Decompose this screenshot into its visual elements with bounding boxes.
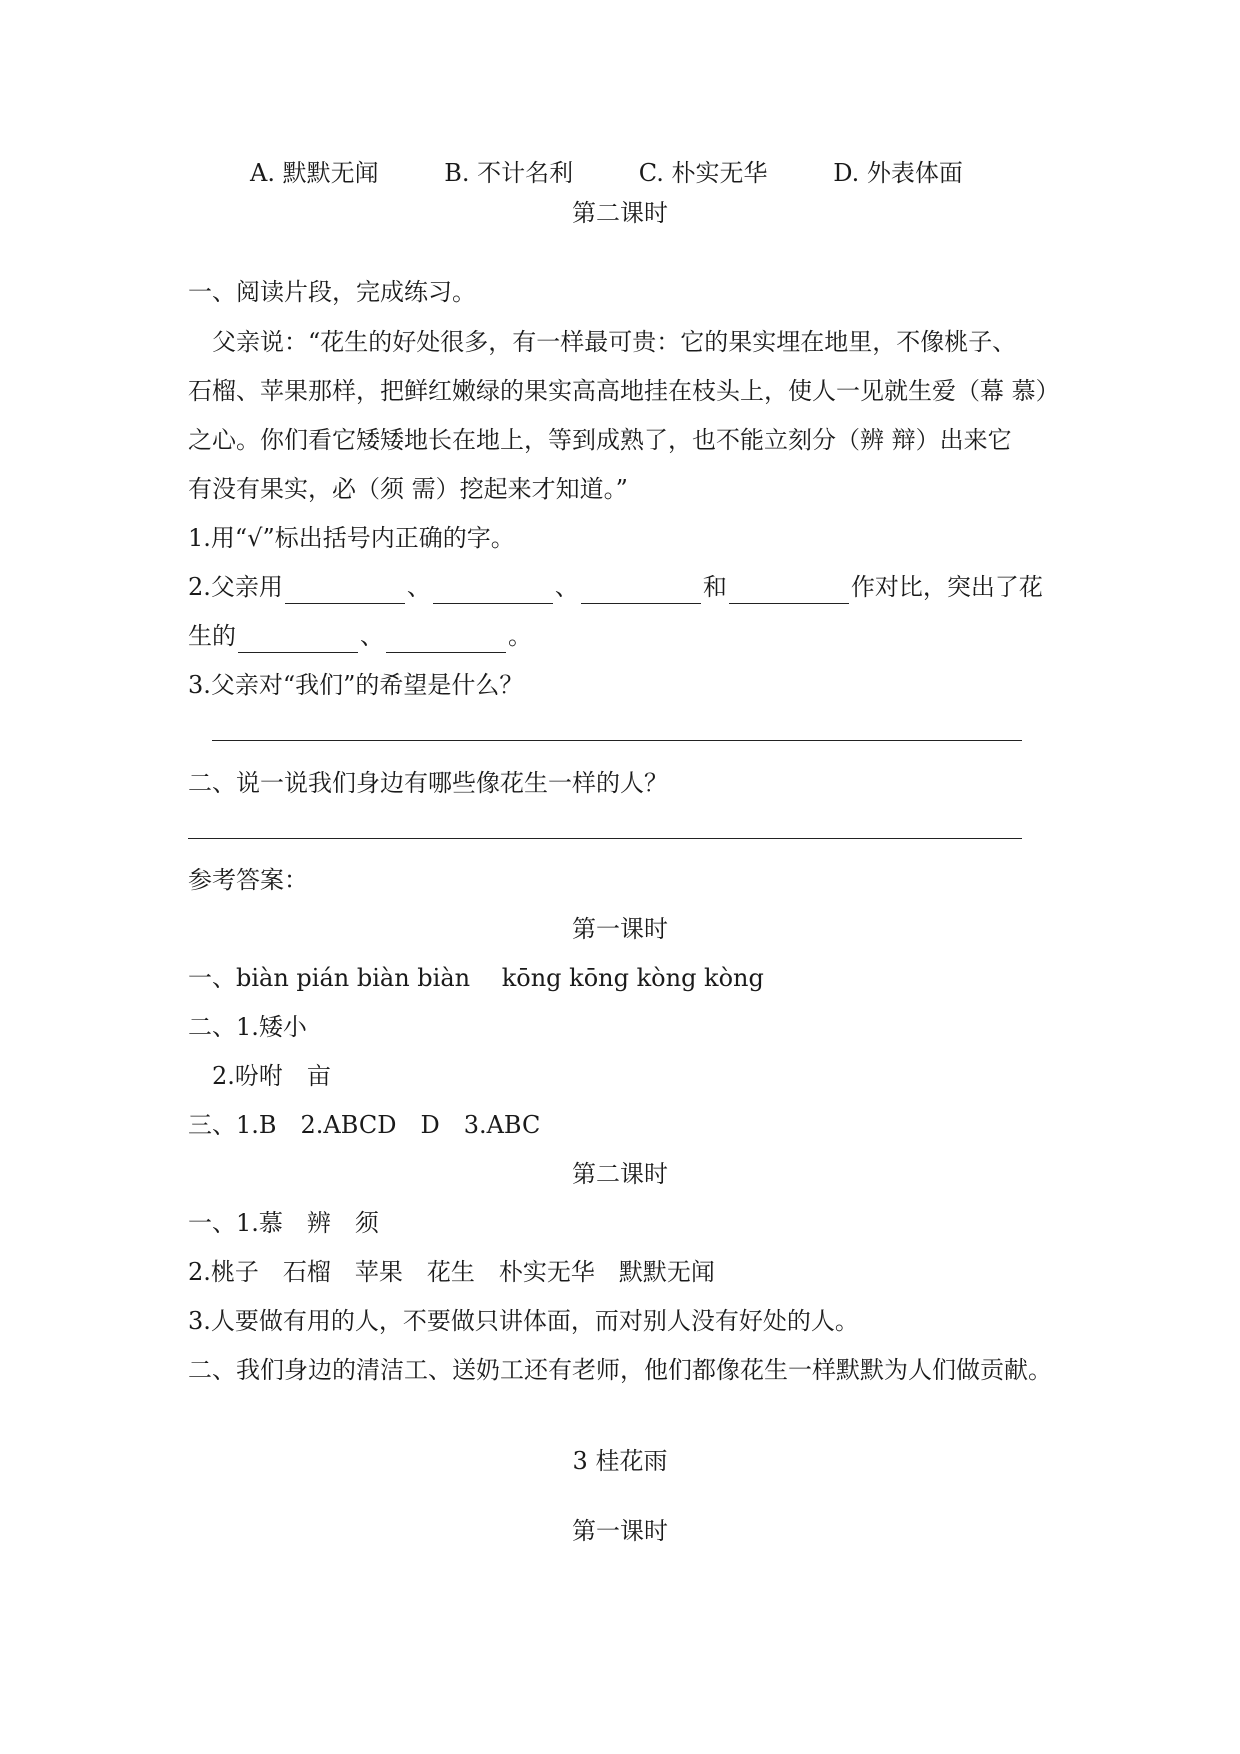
next-lesson-title: 3 桂花雨 <box>572 1447 668 1475</box>
choice-d: D. 外表体面 <box>833 159 963 187</box>
fill-blank[interactable] <box>581 577 701 604</box>
choice-c: C. 朴实无华 <box>638 159 768 187</box>
question-1: 1.用“√”标出括号内正确的字。 <box>188 524 515 552</box>
answers-lesson2-title: 第二课时 <box>572 1160 668 1188</box>
answer-l1-1: 一、biàn pián biàn biàn kōng kōng kòng kòng <box>188 964 764 992</box>
next-lesson-subtitle: 第一课时 <box>572 1517 668 1545</box>
answer-l2-3: 3.人要做有用的人，不要做只讲体面，而对别人没有好处的人。 <box>188 1307 859 1335</box>
answer-line[interactable] <box>212 740 1022 741</box>
answers-lesson1-title: 第一课时 <box>572 915 668 943</box>
fill-blank[interactable] <box>238 626 358 653</box>
passage-line-4: 有没有果实，必（须 需）挖起来才知道。” <box>188 475 628 503</box>
q2-sep: 、 <box>406 573 431 601</box>
fill-blank[interactable] <box>285 577 405 604</box>
passage-line-1: 父亲说：“花生的好处很多，有一样最可贵：它的果实埋在地里，不像桃子、 <box>188 328 1017 356</box>
q2-prefix: 2.父亲用 <box>188 573 283 601</box>
q2-line2-prefix: 生的 <box>188 622 236 650</box>
q2-line2-sep: 、 <box>360 622 384 650</box>
answer-l2-1: 一、1.慕 辨 须 <box>188 1209 379 1237</box>
question-2 <box>188 570 1058 604</box>
answer-l2-4: 二、我们身边的清洁工、送奶工还有老师，他们都像花生一样默默为人们做贡献。 <box>188 1356 1052 1384</box>
q2-and: 和 <box>702 573 727 601</box>
choice-options <box>250 156 1050 190</box>
lesson2-title: 第二课时 <box>572 199 668 227</box>
q2-suffix: 作对比，突出了花 <box>850 573 1043 601</box>
answer-l2-2: 2.桃子 石榴 苹果 花生 朴实无华 默默无闻 <box>188 1258 715 1286</box>
fill-blank[interactable] <box>386 626 506 653</box>
question-3: 3.父亲对“我们”的希望是什么？ <box>188 671 524 699</box>
passage-line-3: 之心。你们看它矮矮地长在地上，等到成熟了，也不能立刻分（辨 辩）出来它 <box>188 426 1012 454</box>
choice-a: A. 默默无闻 <box>250 159 379 187</box>
choice-b: B. 不计名利 <box>444 159 574 187</box>
q2-sep: 、 <box>554 573 579 601</box>
answer-l1-2b: 2.吩咐 亩 <box>212 1062 331 1090</box>
fill-blank[interactable] <box>433 577 553 604</box>
section1-heading: 一、阅读片段，完成练习。 <box>188 278 476 306</box>
answer-line[interactable] <box>188 838 1022 839</box>
answer-l1-3: 三、1.B 2.ABCD D 3.ABC <box>188 1111 541 1139</box>
question-2-cont <box>188 619 1058 653</box>
answers-heading: 参考答案： <box>188 866 308 894</box>
answer-l1-2: 二、1.矮小 <box>188 1013 307 1041</box>
q2-line2-end: 。 <box>508 622 532 650</box>
section2-heading: 二、说一说我们身边有哪些像花生一样的人？ <box>188 769 668 797</box>
passage-line-2: 石榴、苹果那样，把鲜红嫩绿的果实高高地挂在枝头上，使人一见就生爱（幕 慕） <box>188 377 1060 405</box>
fill-blank[interactable] <box>729 577 849 604</box>
